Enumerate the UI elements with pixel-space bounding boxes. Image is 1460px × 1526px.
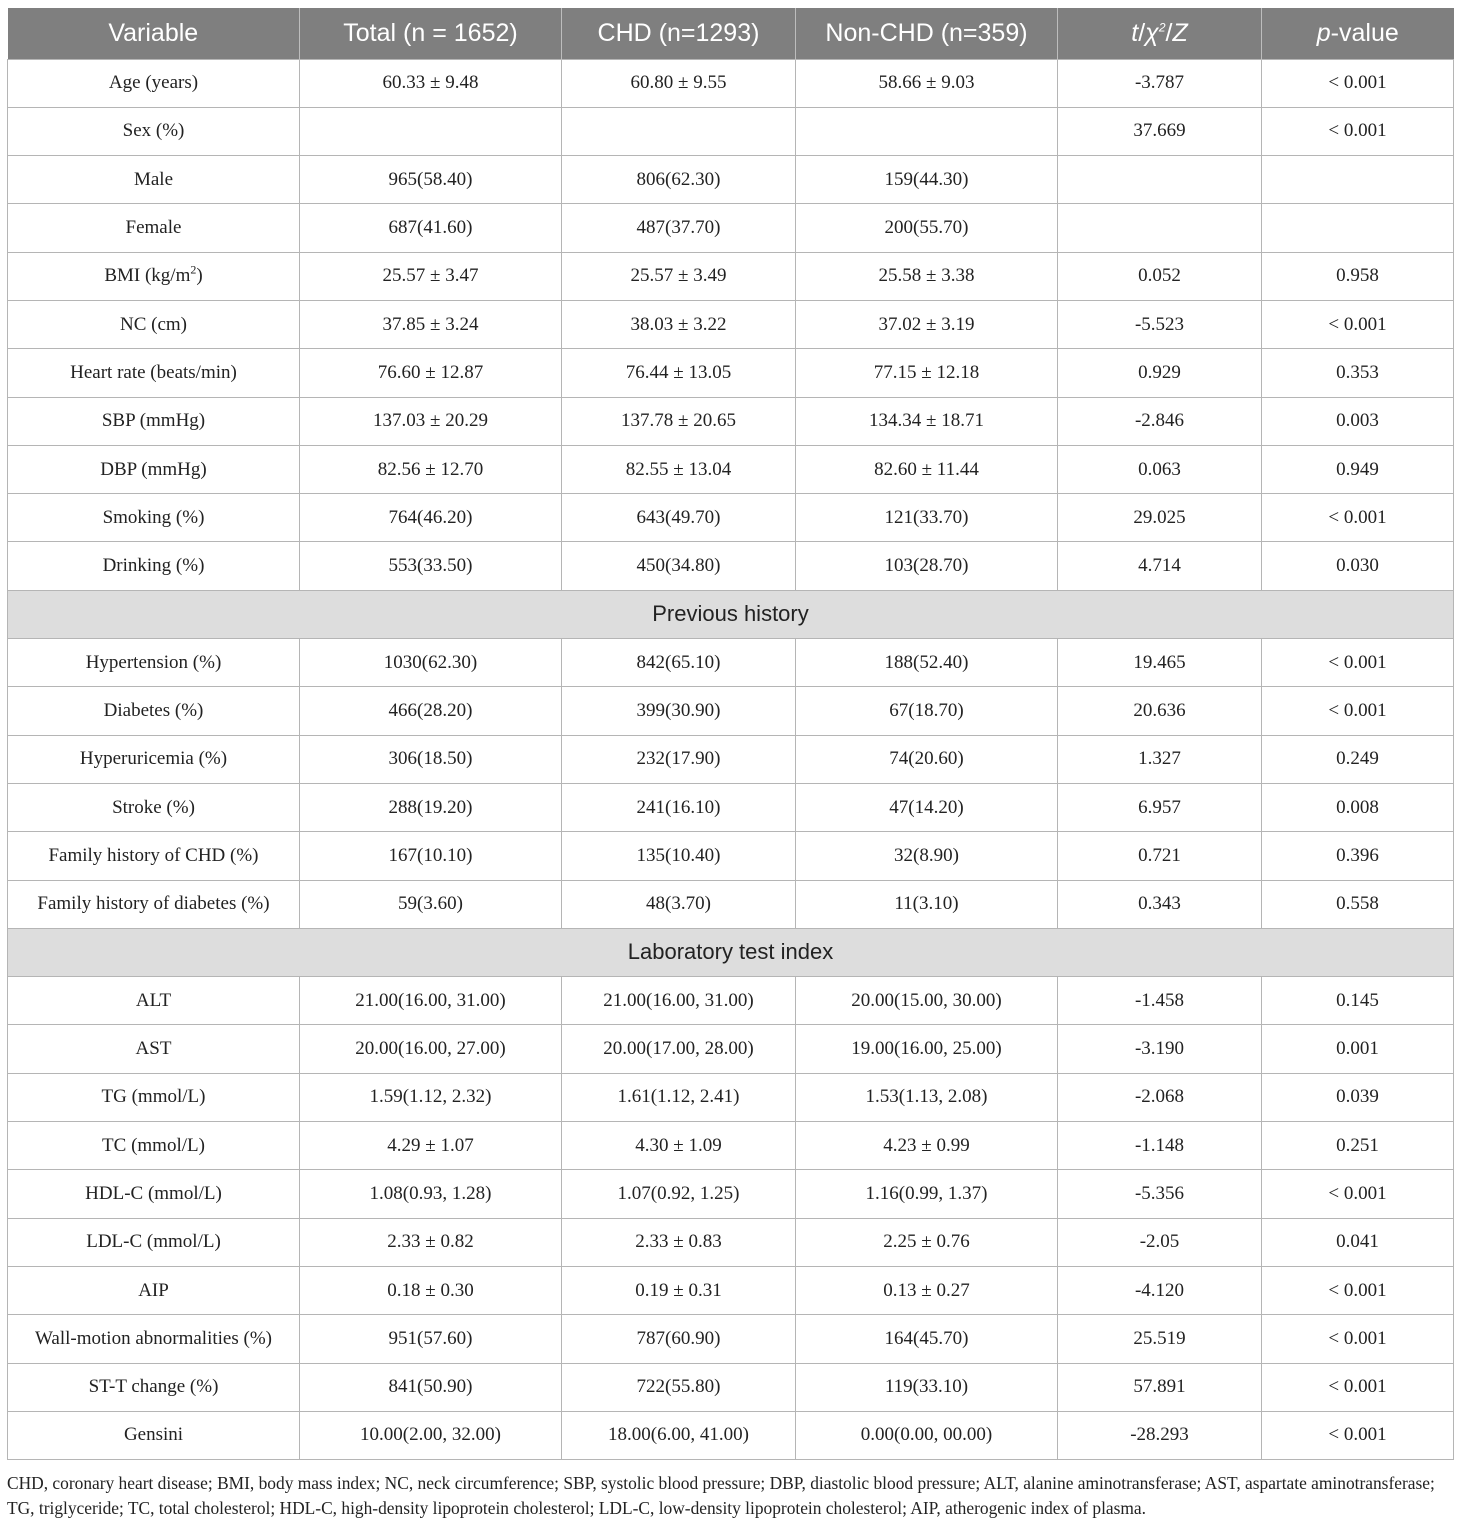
table-cell: 1.61(1.12, 2.41) (562, 1073, 796, 1121)
table-cell: 0.063 (1058, 445, 1262, 493)
row-label: Age (years) (8, 59, 300, 107)
table-cell: 0.558 (1262, 880, 1454, 928)
table-cell: 965(58.40) (300, 156, 562, 204)
table-cell: 37.85 ± 3.24 (300, 300, 562, 348)
table-cell: 0.249 (1262, 735, 1454, 783)
table-cell: < 0.001 (1262, 1411, 1454, 1459)
table-cell: 19.465 (1058, 639, 1262, 687)
table-cell: < 0.001 (1262, 1266, 1454, 1314)
table-row (8, 445, 1454, 493)
table-cell: -3.190 (1058, 1025, 1262, 1073)
table-cell: 200(55.70) (796, 204, 1058, 252)
table-cell: 0.949 (1262, 445, 1454, 493)
table-cell: 76.44 ± 13.05 (562, 349, 796, 397)
table-cell: 167(10.10) (300, 832, 562, 880)
bmi-label-post: ) (196, 265, 203, 287)
table-cell: 487(37.70) (562, 204, 796, 252)
table-cell: 722(55.80) (562, 1363, 796, 1411)
row-label: Female (8, 204, 300, 252)
table-row (8, 1266, 1454, 1314)
table-row (8, 397, 1454, 445)
table-cell: -5.523 (1058, 300, 1262, 348)
row-label: SBP (mmHg) (8, 397, 300, 445)
table-cell: 38.03 ± 3.22 (562, 300, 796, 348)
p-italic: p (1316, 18, 1331, 47)
table-row (8, 204, 1454, 252)
table-cell: < 0.001 (1262, 300, 1454, 348)
table-cell: 57.891 (1058, 1363, 1262, 1411)
table-cell: 4.30 ± 1.09 (562, 1122, 796, 1170)
table-cell: 25.57 ± 3.47 (300, 252, 562, 300)
table-cell: 29.025 (1058, 494, 1262, 542)
header-row (8, 8, 1454, 59)
section-laboratory-heading: Laboratory test index (8, 928, 1454, 976)
p-rest: -value (1330, 18, 1399, 47)
table-cell: 841(50.90) (300, 1363, 562, 1411)
table-cell: 232(17.90) (562, 735, 796, 783)
table-row (8, 107, 1454, 155)
table-cell: 76.60 ± 12.87 (300, 349, 562, 397)
table-cell: 0.00(0.00, 00.00) (796, 1411, 1058, 1459)
stat-sep-1: / (1138, 18, 1146, 47)
table-cell: 0.003 (1262, 397, 1454, 445)
table-cell: 1.327 (1058, 735, 1262, 783)
table-cell: -1.148 (1058, 1122, 1262, 1170)
table-cell: 687(41.60) (300, 204, 562, 252)
table-cell: 119(33.10) (796, 1363, 1058, 1411)
row-label: NC (cm) (8, 300, 300, 348)
row-label: AST (8, 1025, 300, 1073)
table-cell: 0.041 (1262, 1218, 1454, 1266)
table-cell: -2.068 (1058, 1073, 1262, 1121)
row-label (8, 252, 300, 300)
row-label: Male (8, 156, 300, 204)
stat-t: t (1131, 18, 1139, 47)
section-previous-history-heading: Previous history (8, 590, 1454, 638)
table-cell: 553(33.50) (300, 542, 562, 590)
table-cell: 19.00(16.00, 25.00) (796, 1025, 1058, 1073)
table-cell: < 0.001 (1262, 639, 1454, 687)
table-cell: < 0.001 (1262, 107, 1454, 155)
table-cell: 20.00(17.00, 28.00) (562, 1025, 796, 1073)
table-cell: 0.396 (1262, 832, 1454, 880)
table-cell (1262, 204, 1454, 252)
table-cell: 1030(62.30) (300, 639, 562, 687)
table-cell: 0.958 (1262, 252, 1454, 300)
row-label: AIP (8, 1266, 300, 1314)
table-cell: 47(14.20) (796, 783, 1058, 831)
table-cell: 0.18 ± 0.30 (300, 1266, 562, 1314)
table-cell: 0.929 (1058, 349, 1262, 397)
header-total: Total (n = 1652) (300, 8, 562, 59)
table-cell: 842(65.10) (562, 639, 796, 687)
table-cell: 59(3.60) (300, 880, 562, 928)
table-cell: 2.25 ± 0.76 (796, 1218, 1058, 1266)
table-row (8, 832, 1454, 880)
table-row (8, 1218, 1454, 1266)
row-label: DBP (mmHg) (8, 445, 300, 493)
section-laboratory-row (8, 928, 1454, 976)
table-row (8, 1411, 1454, 1459)
table-row (8, 1363, 1454, 1411)
table-cell: 21.00(16.00, 31.00) (300, 977, 562, 1025)
row-label: Stroke (%) (8, 783, 300, 831)
table-cell: 20.00(15.00, 30.00) (796, 977, 1058, 1025)
table-row (8, 1315, 1454, 1363)
row-label: LDL-C (mmol/L) (8, 1218, 300, 1266)
table-cell (796, 107, 1058, 155)
table-cell: 0.343 (1058, 880, 1262, 928)
table-cell: 25.58 ± 3.38 (796, 252, 1058, 300)
header-p-value (1262, 8, 1454, 59)
table-cell: 37.669 (1058, 107, 1262, 155)
table-cell: 0.030 (1262, 542, 1454, 590)
table-cell: 25.57 ± 3.49 (562, 252, 796, 300)
table-cell: 18.00(6.00, 41.00) (562, 1411, 796, 1459)
table-cell: 643(49.70) (562, 494, 796, 542)
table-cell: 82.55 ± 13.04 (562, 445, 796, 493)
row-label: Smoking (%) (8, 494, 300, 542)
table-cell (1058, 204, 1262, 252)
table-row (8, 156, 1454, 204)
table-cell: 466(28.20) (300, 687, 562, 735)
table-row (8, 494, 1454, 542)
table-cell: 0.145 (1262, 977, 1454, 1025)
table-cell: 0.721 (1058, 832, 1262, 880)
table-row (8, 687, 1454, 735)
table-cell: 806(62.30) (562, 156, 796, 204)
table-row (8, 1073, 1454, 1121)
table-cell: 20.00(16.00, 27.00) (300, 1025, 562, 1073)
table-cell: -28.293 (1058, 1411, 1262, 1459)
table-cell (1262, 156, 1454, 204)
table-cell: 0.13 ± 0.27 (796, 1266, 1058, 1314)
table-cell: 1.59(1.12, 2.32) (300, 1073, 562, 1121)
table-cell: < 0.001 (1262, 494, 1454, 542)
table-cell (562, 107, 796, 155)
stat-z: Z (1172, 18, 1188, 47)
header-variable: Variable (8, 8, 300, 59)
table-cell: 10.00(2.00, 32.00) (300, 1411, 562, 1459)
table-cell: 0.039 (1262, 1073, 1454, 1121)
table-cell: 48(3.70) (562, 880, 796, 928)
table-cell: 241(16.10) (562, 783, 796, 831)
table-cell: < 0.001 (1262, 1363, 1454, 1411)
header-non-chd: Non-CHD (n=359) (796, 8, 1058, 59)
table-cell: 134.34 ± 18.71 (796, 397, 1058, 445)
table-cell: 67(18.70) (796, 687, 1058, 735)
row-label: Family history of CHD (%) (8, 832, 300, 880)
table-cell: 103(28.70) (796, 542, 1058, 590)
table-cell: 60.33 ± 9.48 (300, 59, 562, 107)
table-cell: 399(30.90) (562, 687, 796, 735)
stat-chi: χ (1145, 18, 1159, 47)
table-cell: 1.53(1.13, 2.08) (796, 1073, 1058, 1121)
table-cell: 121(33.70) (796, 494, 1058, 542)
table-cell: 159(44.30) (796, 156, 1058, 204)
table-cell: 32(8.90) (796, 832, 1058, 880)
section-previous-history-row (8, 590, 1454, 638)
table-cell: 58.66 ± 9.03 (796, 59, 1058, 107)
table-row (8, 639, 1454, 687)
table-cell: 764(46.20) (300, 494, 562, 542)
table-cell: 82.60 ± 11.44 (796, 445, 1058, 493)
table-row (8, 977, 1454, 1025)
table-cell: 6.957 (1058, 783, 1262, 831)
table-row (8, 1025, 1454, 1073)
table-cell: < 0.001 (1262, 1315, 1454, 1363)
row-label: ALT (8, 977, 300, 1025)
table-cell: 25.519 (1058, 1315, 1262, 1363)
table-row (8, 880, 1454, 928)
table-cell: 1.08(0.93, 1.28) (300, 1170, 562, 1218)
table-cell: < 0.001 (1262, 1170, 1454, 1218)
table-cell: 4.29 ± 1.07 (300, 1122, 562, 1170)
table-cell: 137.78 ± 20.65 (562, 397, 796, 445)
table-footnote: CHD, coronary heart disease; BMI, body mass index; NC, neck circumference; SBP, systolic blood pressure; DBP, diastolic blood pressure; ALT, alanine aminotransferase; AST, aspartate aminotransferase; TG, triglyceride; TC, total cholesterol; HDL-C, high-density lipoprotein cholesterol; LDL-C, low-density lipoprotein cholesterol; AIP, atherogenic index of plasma. (7, 1473, 1435, 1518)
table-cell: 11(3.10) (796, 880, 1058, 928)
row-label: Family history of diabetes (%) (8, 880, 300, 928)
table-cell: 1.07(0.92, 1.25) (562, 1170, 796, 1218)
row-label: Wall-motion abnormalities (%) (8, 1315, 300, 1363)
row-label: Sex (%) (8, 107, 300, 155)
table-cell: 4.714 (1058, 542, 1262, 590)
row-label: Diabetes (%) (8, 687, 300, 735)
table-cell: 82.56 ± 12.70 (300, 445, 562, 493)
table-cell: 74(20.60) (796, 735, 1058, 783)
table-row (8, 1170, 1454, 1218)
table-cell: 164(45.70) (796, 1315, 1058, 1363)
row-label: Drinking (%) (8, 542, 300, 590)
table-cell: 0.19 ± 0.31 (562, 1266, 796, 1314)
table-cell: -3.787 (1058, 59, 1262, 107)
table-body (8, 59, 1454, 1460)
table-cell: 0.251 (1262, 1122, 1454, 1170)
table-cell: -5.356 (1058, 1170, 1262, 1218)
stat-sep-2: / (1165, 18, 1173, 47)
table-cell: 951(57.60) (300, 1315, 562, 1363)
table-cell (300, 107, 562, 155)
table-cell: -4.120 (1058, 1266, 1262, 1314)
baseline-characteristics-table (7, 8, 1454, 1460)
table-row (8, 300, 1454, 348)
row-label: Hypertension (%) (8, 639, 300, 687)
bmi-label-pre: BMI (kg/m (104, 265, 191, 287)
row-label: ST-T change (%) (8, 1363, 300, 1411)
table-cell: 0.353 (1262, 349, 1454, 397)
table-cell: 20.636 (1058, 687, 1262, 735)
bmi-label-sup: 2 (190, 263, 197, 277)
table-cell (1058, 156, 1262, 204)
table-row (8, 542, 1454, 590)
row-label: TG (mmol/L) (8, 1073, 300, 1121)
table-cell: 2.33 ± 0.82 (300, 1218, 562, 1266)
table-row (8, 349, 1454, 397)
table-cell: 4.23 ± 0.99 (796, 1122, 1058, 1170)
table-cell: 0.008 (1262, 783, 1454, 831)
table-row (8, 783, 1454, 831)
table-cell: < 0.001 (1262, 687, 1454, 735)
row-label: Heart rate (beats/min) (8, 349, 300, 397)
table-row (8, 59, 1454, 107)
table-cell: < 0.001 (1262, 59, 1454, 107)
table-cell: 135(10.40) (562, 832, 796, 880)
table-cell: 60.80 ± 9.55 (562, 59, 796, 107)
table-cell: 37.02 ± 3.19 (796, 300, 1058, 348)
table-cell: 306(18.50) (300, 735, 562, 783)
table-cell: -2.05 (1058, 1218, 1262, 1266)
row-label: Gensini (8, 1411, 300, 1459)
table-row (8, 735, 1454, 783)
table-cell: 288(19.20) (300, 783, 562, 831)
table-cell: 450(34.80) (562, 542, 796, 590)
table-cell: -2.846 (1058, 397, 1262, 445)
row-label: Hyperuricemia (%) (8, 735, 300, 783)
header-chd: CHD (n=1293) (562, 8, 796, 59)
table-cell: 2.33 ± 0.83 (562, 1218, 796, 1266)
header-statistic (1058, 8, 1262, 59)
table-row (8, 252, 1454, 300)
table-cell: 0.052 (1058, 252, 1262, 300)
stat-chi-sup: 2 (1158, 20, 1166, 35)
table-cell: 0.001 (1262, 1025, 1454, 1073)
table-cell: 188(52.40) (796, 639, 1058, 687)
table-cell: -1.458 (1058, 977, 1262, 1025)
row-label: TC (mmol/L) (8, 1122, 300, 1170)
table-cell: 1.16(0.99, 1.37) (796, 1170, 1058, 1218)
table-cell: 787(60.90) (562, 1315, 796, 1363)
row-label: HDL-C (mmol/L) (8, 1170, 300, 1218)
table-cell: 21.00(16.00, 31.00) (562, 977, 796, 1025)
table-header (8, 8, 1454, 59)
table-row (8, 1122, 1454, 1170)
table-cell: 77.15 ± 12.18 (796, 349, 1058, 397)
table-cell: 137.03 ± 20.29 (300, 397, 562, 445)
